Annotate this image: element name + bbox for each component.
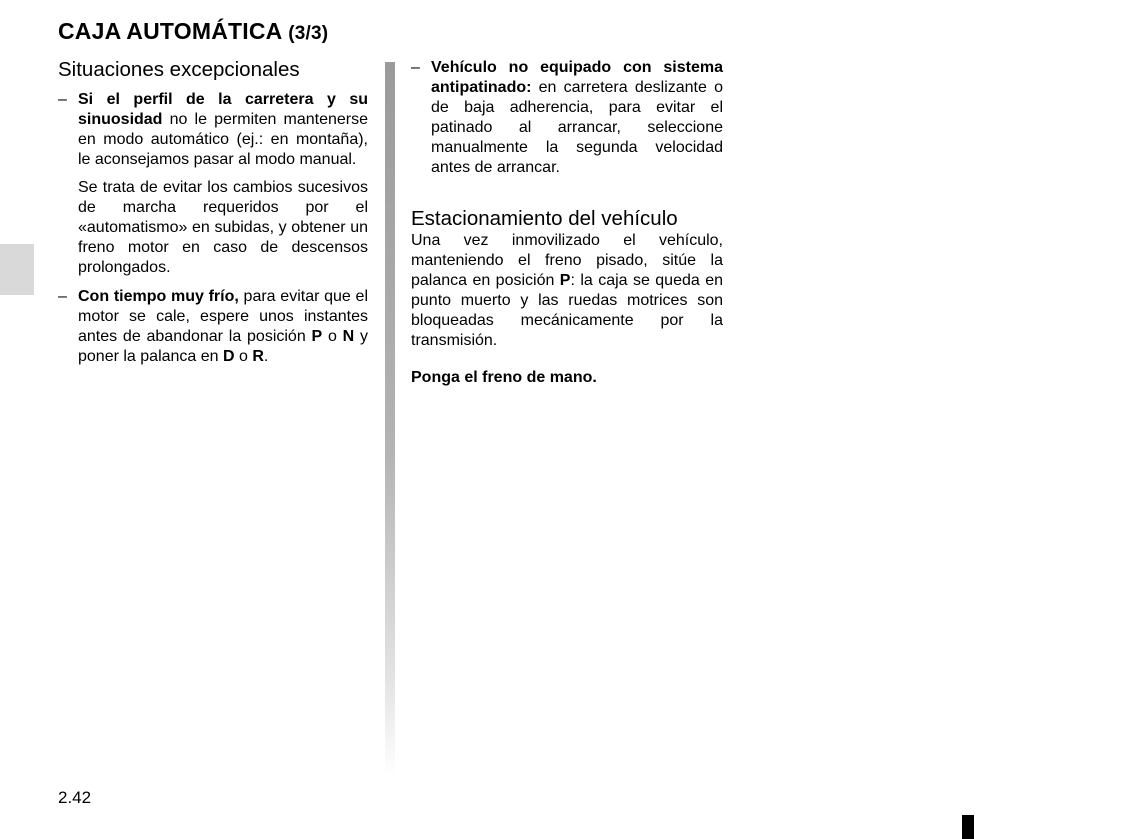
handbrake-note: Ponga el freno de mano. — [411, 369, 597, 386]
item-text: o — [322, 328, 343, 345]
page-title-part: (3/3) — [288, 23, 329, 44]
paragraph-text: : la caja se queda en punto muerto y las ruedas motrices son bloqueadas mecánicamente por la transmisión. — [411, 272, 723, 349]
list-dash: – — [411, 59, 420, 76]
list-dash: – — [58, 288, 67, 305]
chapter-tab-marker — [0, 244, 34, 295]
list-item-tiempo-frio — [58, 287, 368, 367]
page-title-main: CAJA AUTOMÁTICA — [58, 18, 282, 44]
item-bold-lead: Si el perfil de la carretera y su sinuosidad — [78, 91, 368, 128]
page-edge-marker — [962, 815, 974, 839]
list-item-perfil-carretera — [58, 90, 368, 170]
item-bold-lead: Vehículo no equipado con sistema antipatinado: — [431, 59, 723, 96]
gear-letter-n: N — [342, 328, 355, 345]
item-text: y poner la palanca en — [78, 328, 368, 365]
gear-letter-p: P — [559, 272, 571, 289]
gear-letter-r: R — [252, 348, 264, 365]
gear-letter-p: P — [311, 328, 323, 345]
page-number: 2.42 — [58, 788, 92, 807]
section-title-situaciones: Situaciones excepcionales — [58, 58, 300, 81]
item-text: no le permiten mantenerse en modo automático (ej.: en montaña), le aconsejamos pasar al modo manual. — [78, 111, 368, 168]
list-dash: – — [58, 91, 67, 108]
gear-letter-d: D — [223, 348, 235, 365]
item-text: para evitar que el motor se cale, espere unos instantes antes de abandonar la posición — [78, 288, 369, 345]
item-text: o — [234, 348, 253, 365]
item-text: . — [263, 348, 269, 365]
parking-paragraph — [411, 231, 723, 351]
left-column — [58, 58, 368, 367]
item-bold-lead: Con tiempo muy frío, — [78, 288, 239, 305]
right-column — [411, 58, 723, 388]
page-title — [58, 18, 328, 45]
continuation-paragraph: Se trata de evitar los cambios sucesivos de marcha requeridos por el «automatismo» en subidas, y obtener un freno motor en caso de descensos prolongados. — [78, 179, 368, 276]
column-divider — [385, 62, 395, 776]
list-item-antipatinado — [411, 58, 723, 178]
section-title-estacionamiento: Estacionamiento del vehículo — [411, 207, 678, 230]
item-text: en carretera deslizante o de baja adherencia, para evitar el patinado al arrancar, seleccione manualmente la segunda velocidad antes de arrancar. — [431, 79, 723, 176]
paragraph-text: Una vez inmovilizado el vehículo, manteniendo el freno pisado, sitúe la palanca en posición — [411, 232, 723, 289]
